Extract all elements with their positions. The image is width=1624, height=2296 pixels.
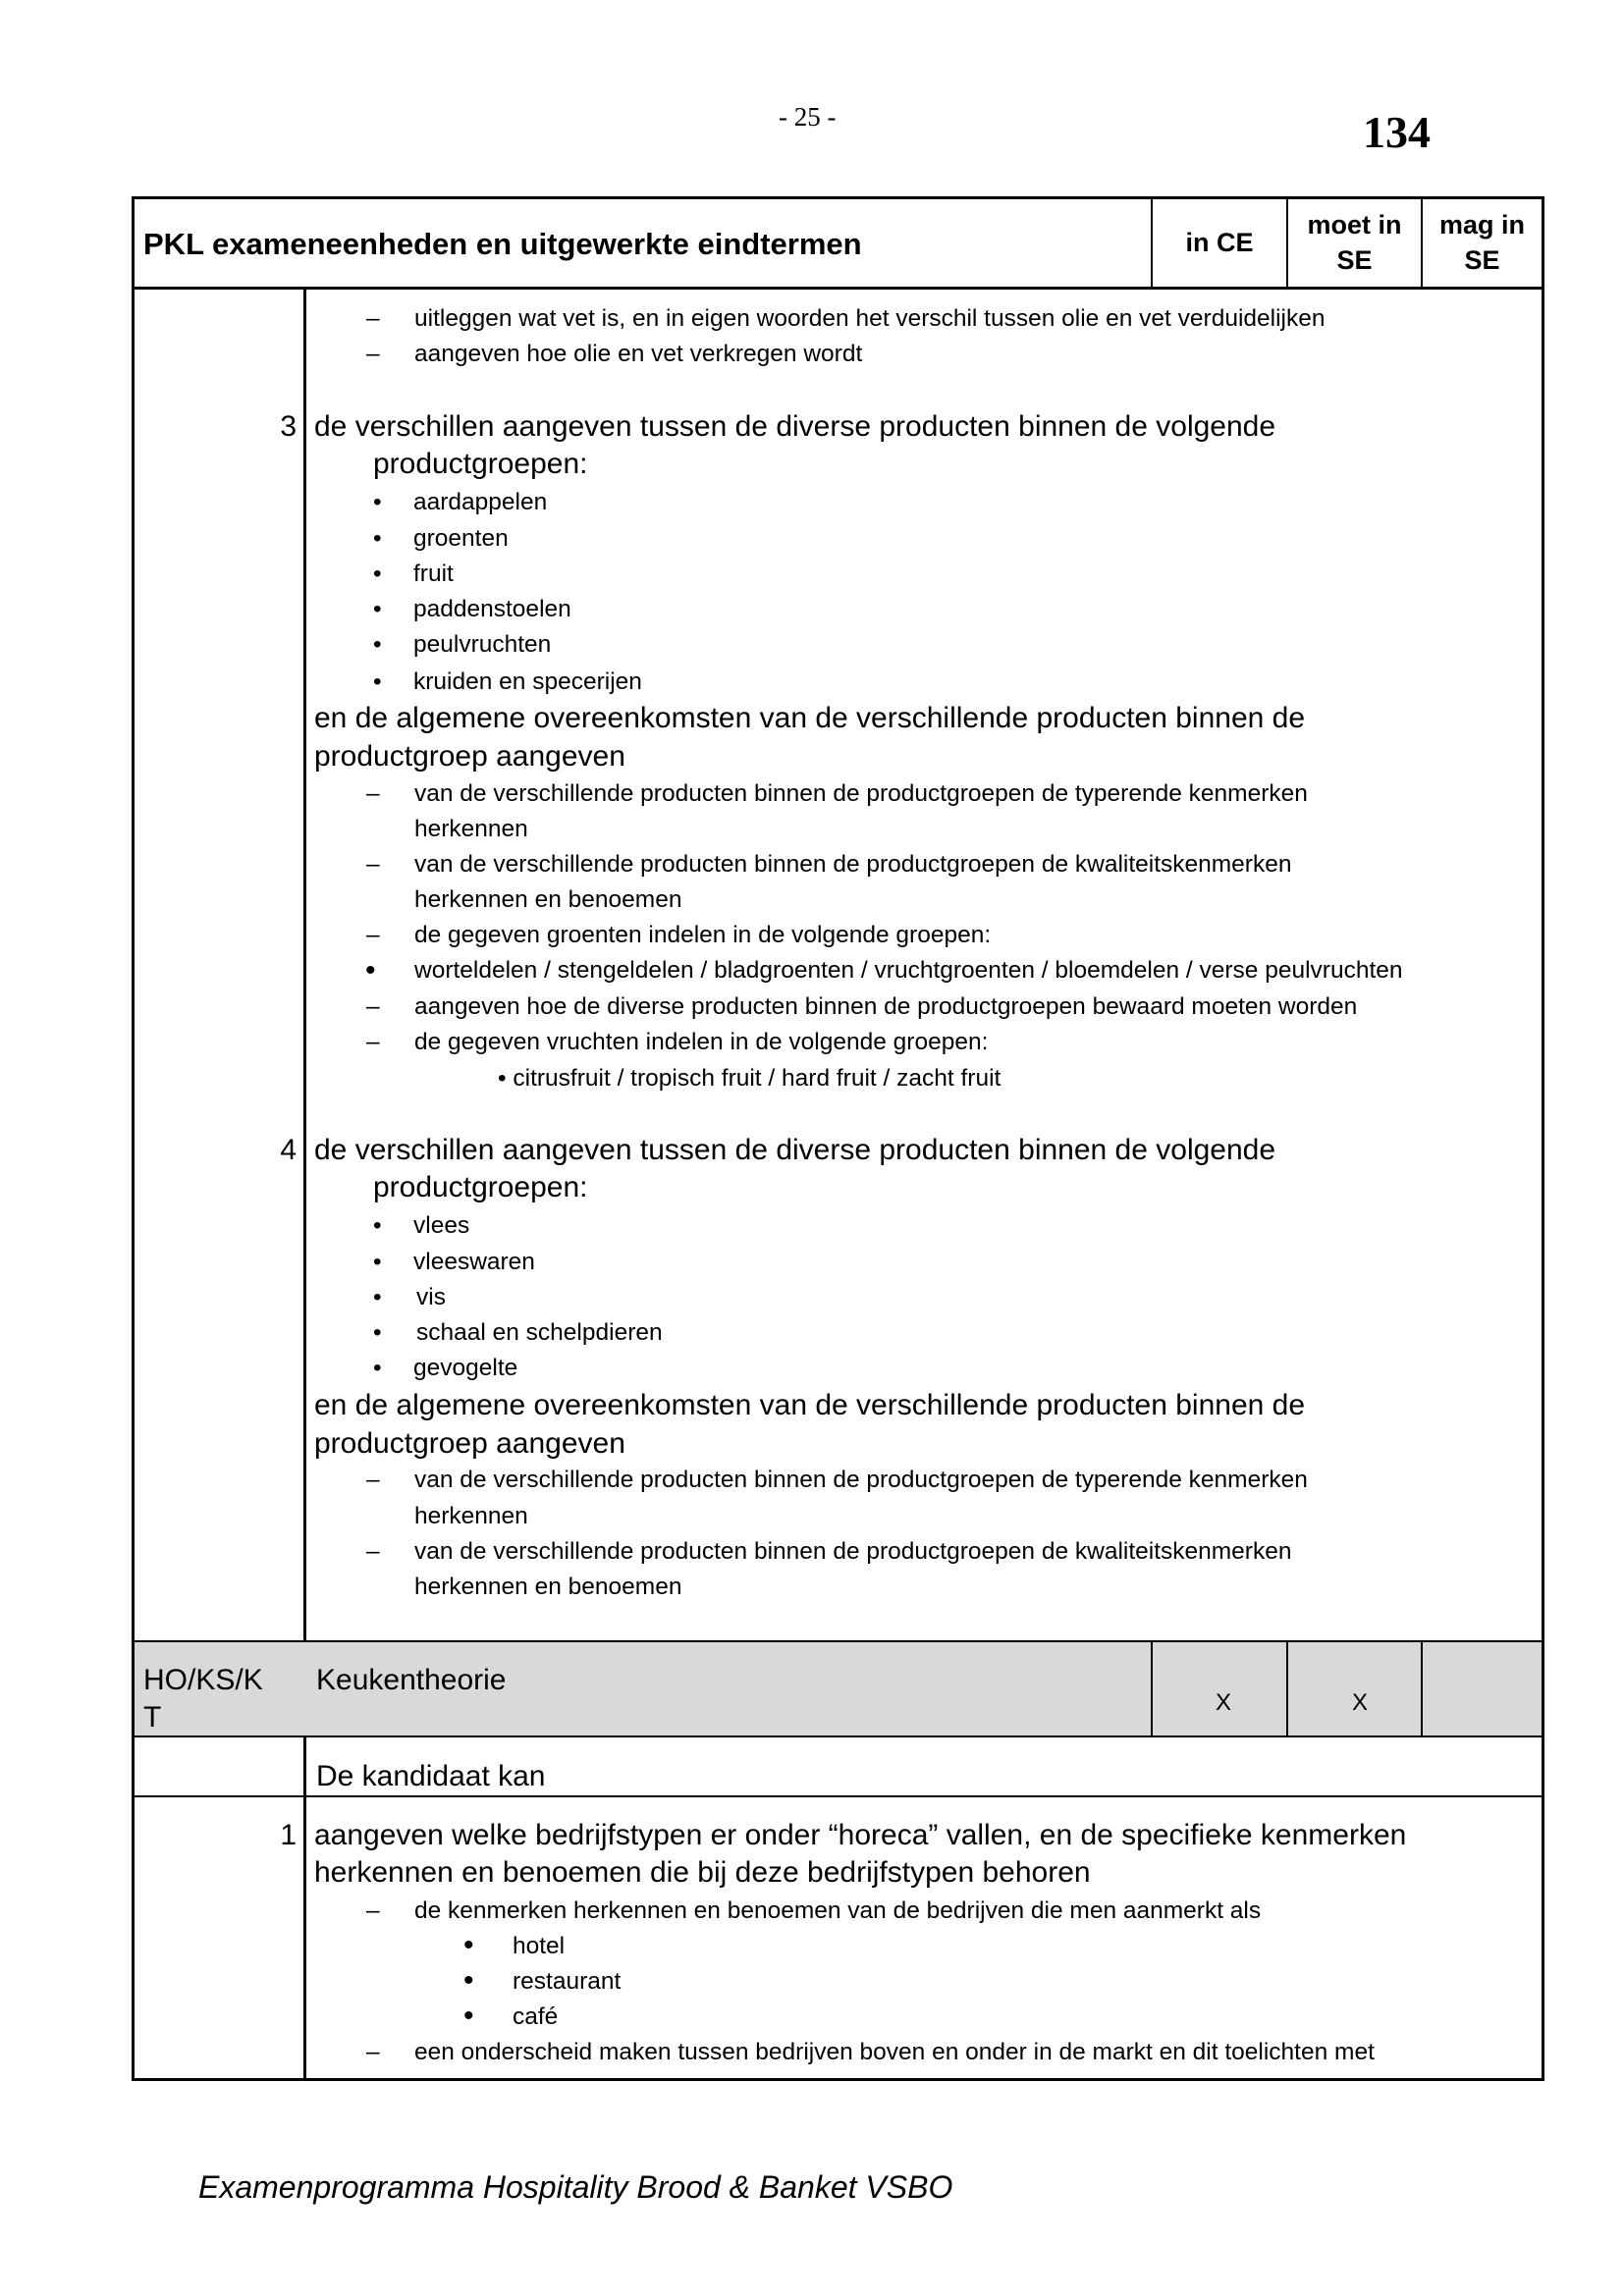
term-summary: en de algemene overeenkomsten van de verschillende producten binnen de [314,1389,1306,1421]
col-header-mag-in-se [1423,197,1542,288]
section-code: HO/KS/K [143,1664,263,1696]
term-text: de verschillen aangeven tussen de diverse producten binnen de volgende [314,1134,1276,1166]
product-group: paddenstoelen [413,596,571,622]
bullet-icon: • [463,1964,474,1997]
bullet-icon: • [373,1284,382,1310]
sub-item: van de verschillende producten binnen de productgroepen de kwaliteitskenmerken [414,851,1292,878]
dash-marker: – [366,1029,380,1055]
term-number: 1 [280,1819,297,1851]
sub-item: herkennen en benoemen [414,886,682,913]
dash-marker: – [366,305,380,332]
col-header-in-ce-label: in CE [1185,228,1254,257]
page-number: - 25 - [779,102,837,132]
section-row-bottom [132,1735,1544,1737]
table-title: PKL exameneenheden en uitgewerkte eindtermen [143,227,862,261]
bullet-icon: • [373,631,382,658]
sub-item: herkennen [414,1503,528,1529]
col-header-moet-in-se [1288,197,1421,288]
col-header-in-ce [1153,197,1286,288]
sub-item: de gegeven vruchten indelen in de volgende groepen: [414,1029,989,1055]
business-type: restaurant [513,1968,622,1995]
product-group: gevogelte [413,1355,518,1381]
number-col-divider [303,288,306,2080]
product-group: vlees [413,1212,470,1239]
table-border-left [132,196,135,2081]
sub-item: aangeven hoe de diverse producten binnen de productgroepen bewaard moeten worden [414,993,1358,1020]
product-group: vleeswaren [413,1249,535,1275]
term-text: herkennen en benoemen die bij deze bedrijfstypen behoren [314,1856,1091,1889]
bullet-icon: • [373,1355,382,1381]
bullet-icon: • [463,1929,474,1961]
moet-in-se-mark: X [1352,1689,1369,1716]
term-text: productgroepen: [373,1171,588,1203]
bullet-icon: • [373,596,382,622]
term-number: 4 [280,1134,297,1166]
sub-item: worteldelen / stengeldelen / bladgroenten / vruchtgroenten / bloemdelen / verse peulvruchten [414,957,1403,984]
section-title: Keukentheorie [316,1664,507,1696]
product-group: vis [416,1284,446,1310]
bullet-icon: • [373,668,382,695]
product-group: peulvruchten [413,631,552,658]
sub-item: van de verschillende producten binnen de productgroepen de typerende kenmerken [414,780,1308,807]
document-number: 134 [1363,107,1431,157]
col-header-mag-line1: mag in [1438,210,1525,240]
section-col-divider [1286,1641,1288,1736]
dash-marker: – [366,1538,380,1565]
dash-marker: – [366,1467,380,1493]
product-group: fruit [413,561,454,587]
table-border-right [1542,196,1544,2081]
product-group: schaal en schelpdieren [416,1319,663,1346]
sub-item: van de verschillende producten binnen de productgroepen de kwaliteitskenmerken [414,1538,1292,1565]
bullet-icon: • [373,525,382,552]
dash-marker: – [366,341,380,367]
term-text: de verschillen aangeven tussen de diverse producten binnen de volgende [314,410,1276,443]
bullet-icon: • [373,561,382,587]
product-group: groenten [413,525,509,552]
term-summary: productgroep aangeven [314,1427,625,1460]
section-code: T [143,1701,162,1734]
dash-marker: – [366,2039,380,2065]
product-group: kruiden en specerijen [413,668,642,695]
section-row-top [132,1640,1544,1642]
term-number: 3 [280,410,297,443]
bullet-icon: • [365,954,376,987]
list-item: aangeven hoe olie en vet verkregen wordt [414,341,863,367]
dash-marker: – [366,780,380,807]
term-text: aangeven welke bedrijfstypen er onder “horeca” vallen, en de specifieke kenmerken [314,1819,1407,1851]
term-summary: productgroep aangeven [314,740,625,773]
term-summary: en de algemene overeenkomsten van de verschillende producten binnen de [314,702,1306,734]
intro-text: De kandidaat kan [316,1760,546,1792]
sub-item: herkennen [414,816,528,842]
col-header-moet-line2: SE [1336,245,1373,275]
section-col-divider [1151,1641,1153,1736]
table-border-bottom [132,2078,1544,2081]
dash-marker: – [366,1897,380,1924]
section-col-divider [1421,1641,1423,1736]
term-text: productgroepen: [373,448,588,480]
list-item: uitleggen wat vet is, en in eigen woorden het verschil tussen olie en vet verduidelijken [414,305,1326,332]
sub-item: de kenmerken herkennen en benoemen van de bedrijven die men aanmerkt als [414,1897,1262,1924]
dash-marker: – [366,922,380,948]
bullet-icon: • [373,1249,382,1275]
sub-item: een onderscheid maken tussen bedrijven boven en onder in de markt en dit toelichten met [414,2039,1375,2065]
intro-row-bottom [132,1795,1544,1797]
sub-item: de gegeven groenten indelen in de volgende groepen: [414,922,992,948]
page-footer: Examenprogramma Hospitality Brood & Banket VSBO [198,2169,953,2205]
bullet-icon: • [373,1212,382,1239]
dash-marker: – [366,993,380,1020]
business-type: café [513,2003,559,2030]
bullet-icon: • [373,1319,382,1346]
col-header-moet-line1: moet in [1307,210,1402,240]
fruit-groups: • citrusfruit / tropisch fruit / hard fruit / zacht fruit [498,1065,1001,1092]
sub-item: van de verschillende producten binnen de productgroepen de typerende kenmerken [414,1467,1308,1493]
bullet-icon: • [373,489,382,515]
product-group: aardappelen [413,489,548,515]
business-type: hotel [513,1933,566,1959]
dash-marker: – [366,851,380,878]
col-header-mag-line2: SE [1464,245,1500,275]
sub-item: herkennen en benoemen [414,1574,682,1600]
bullet-icon: • [463,2000,474,2032]
in-ce-mark: X [1216,1689,1232,1716]
